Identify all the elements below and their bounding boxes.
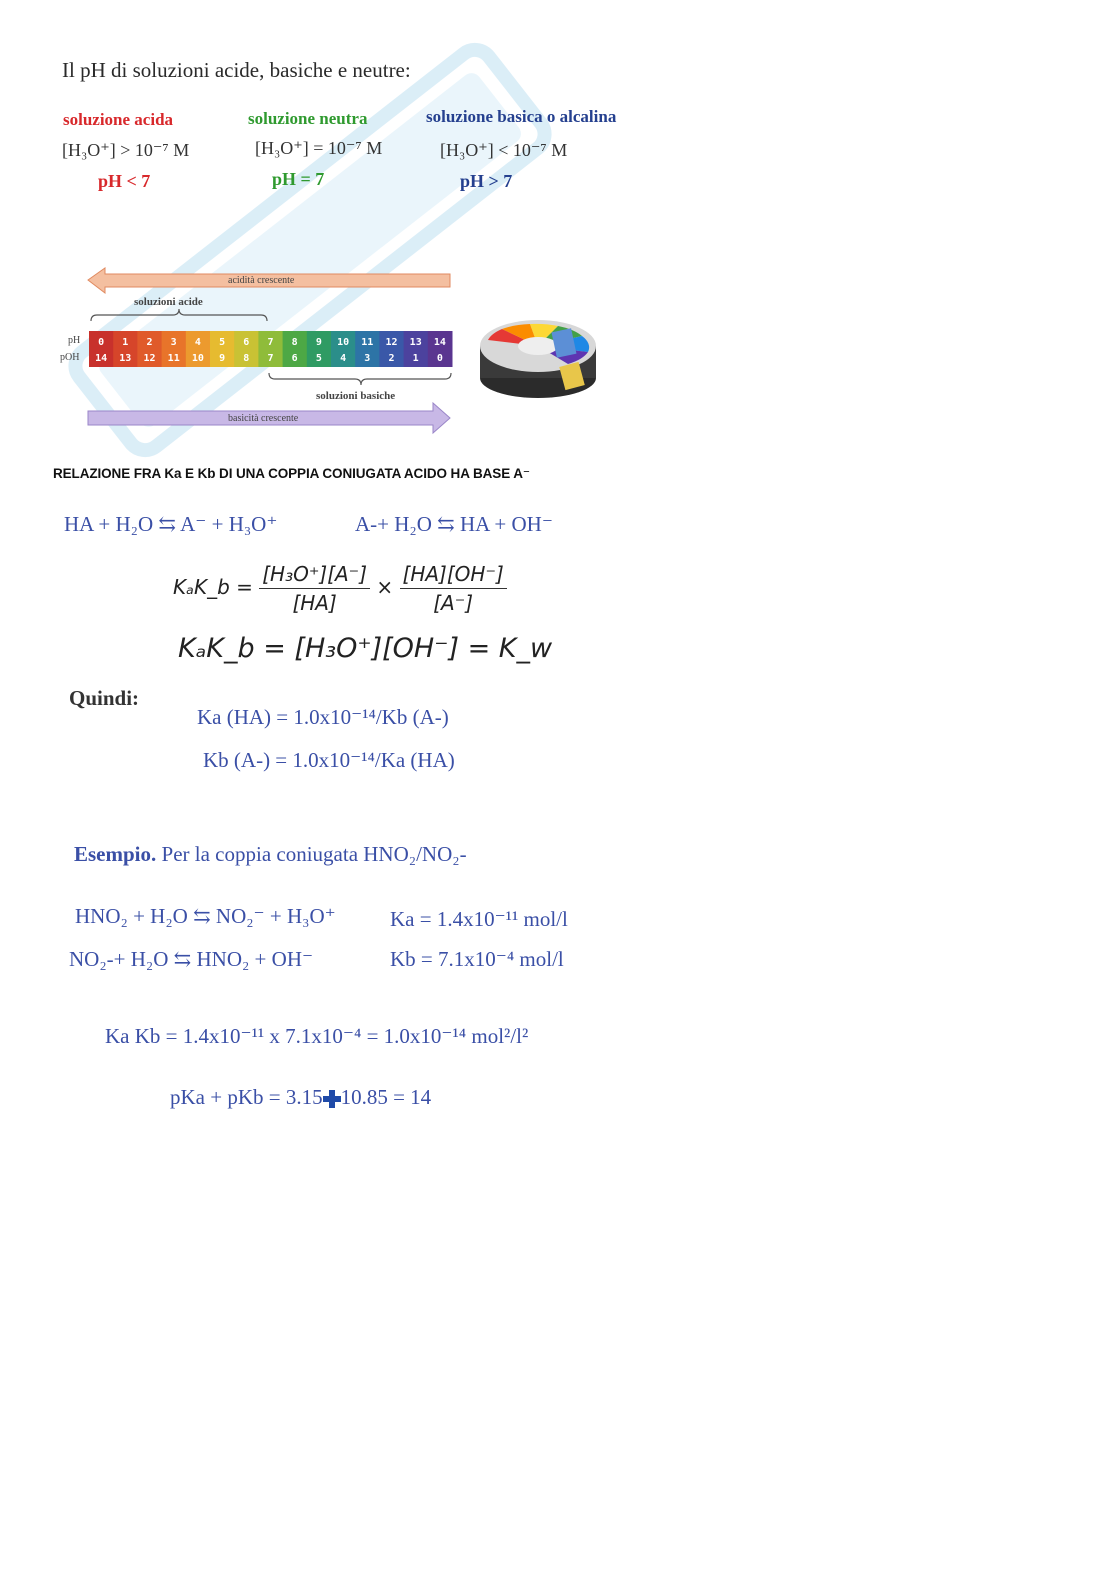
quindi-label: Quindi: (69, 686, 140, 710)
ph-paper-dispenser-image (468, 296, 618, 406)
poh-tick-label: 6 (291, 353, 298, 364)
ph-tick-label: 8 (291, 337, 298, 348)
plus-cross-icon (323, 1089, 341, 1109)
poh-tick-label: 3 (364, 353, 371, 364)
ph-tick-label: 9 (315, 337, 322, 348)
fraction-1 (259, 562, 370, 615)
basic-solution-title: soluzione basica o alcalina (426, 107, 617, 126)
ph-tick-label: 14 (433, 337, 446, 348)
kb-value: Kb = 7.1x10⁻⁴ mol/l (390, 947, 564, 971)
fraction-1-denominator: [HA] (292, 591, 337, 615)
basic-concentration: [H₃O⁺] < 10⁻⁷ M (440, 140, 568, 160)
poh-tick-label: 11 (167, 353, 180, 364)
ph-tick-label: 3 (170, 337, 177, 348)
acid-brace-label: soluzioni acide (134, 296, 203, 308)
acid-brace (91, 309, 267, 321)
ka-result: Ka (HA) = 1.0x10⁻¹⁴/Kb (A-) (197, 705, 449, 729)
fraction-1-numerator: [H₃O⁺][A⁻] (259, 562, 370, 589)
poh-tick-label: 12 (143, 353, 156, 364)
neutral-solution-title: soluzione neutra (248, 109, 368, 128)
basicity-arrow-label: basicità crescente (228, 413, 299, 424)
ph-tick-label: 6 (243, 337, 250, 348)
no2-equation: NO₂-+ H₂O ⇆ HNO₂ + OH⁻ (69, 947, 314, 971)
fraction-2 (400, 562, 507, 615)
acid-dissociation-equation: HA + H₂O ⇆ A⁻ + H₃O⁺ (64, 512, 278, 536)
ph-tick-label: 7 (267, 337, 274, 348)
hno2-equation: HNO₂ + H₂O ⇆ NO₂⁻ + H₃O⁺ (75, 904, 336, 928)
ph-tick-label: 12 (385, 337, 398, 348)
kb-result: Kb (A-) = 1.0x10⁻¹⁴/Ka (HA) (203, 748, 455, 772)
base-brace (269, 373, 451, 385)
ph-tick-label: 10 (337, 337, 350, 348)
page-heading: Il pH di soluzioni acide, basiche e neutre: (62, 58, 411, 82)
ka-kb-fraction-formula (173, 562, 507, 615)
poh-tick-label: 14 (95, 353, 108, 364)
section-title: RELAZIONE FRA Ka E Kb DI UNA COPPIA CONIUGATA ACIDO HA BASE A⁻ (53, 466, 530, 481)
poh-tick-label: 2 (388, 353, 395, 364)
poh-tick-label: 10 (191, 353, 204, 364)
ph-color-bar (89, 331, 453, 367)
poh-tick-label: 13 (119, 353, 132, 364)
formula1-lhs: KₐK_b = (173, 575, 253, 599)
pka-pkb-sum-part-a: pKa + pKb = 3.15 (170, 1085, 323, 1109)
pka-pkb-sum-part-b: 10.85 = 14 (340, 1085, 432, 1109)
poh-tick-label: 8 (243, 353, 250, 364)
ph-row-label: pH (68, 335, 81, 346)
base-brace-label: soluzioni basiche (316, 390, 396, 402)
acid-solution-title: soluzione acida (63, 110, 174, 129)
example-label: Esempio. (74, 842, 157, 866)
base-hydrolysis-equation: A-+ H₂O ⇆ HA + OH⁻ (355, 512, 553, 536)
acidity-arrow-label: acidità crescente (228, 275, 295, 286)
ka-value: Ka = 1.4x10⁻¹¹ mol/l (390, 907, 568, 931)
fraction-2-denominator: [A⁻] (433, 591, 474, 615)
neutral-ph: pH = 7 (272, 169, 325, 189)
example-intro (74, 842, 467, 867)
pka-pkb-sum (170, 1085, 431, 1110)
poh-tick-label: 9 (219, 353, 226, 364)
poh-tick-label: 5 (315, 353, 322, 364)
ph-tick-label: 2 (146, 337, 153, 348)
basic-ph: pH > 7 (460, 171, 513, 191)
example-text: Per la coppia coniugata HNO₂/NO₂- (161, 842, 467, 866)
poh-row-label: pOH (60, 352, 80, 363)
poh-tick-label: 7 (267, 353, 274, 364)
ph-tick-label: 13 (409, 337, 422, 348)
ph-tick-label: 11 (361, 337, 374, 348)
poh-tick-label: 4 (340, 353, 347, 364)
times-sign: × (376, 575, 394, 599)
ka-kb-kw-formula: KₐK_b = [H₃O⁺][OH⁻] = K_w (178, 633, 553, 664)
acid-ph: pH < 7 (98, 171, 151, 191)
neutral-concentration: [H₃O⁺] = 10⁻⁷ M (255, 138, 383, 158)
fraction-2-numerator: [HA][OH⁻] (400, 562, 507, 589)
ph-scale-diagram (55, 265, 465, 437)
ka-kb-product: Ka Kb = 1.4x10⁻¹¹ x 7.1x10⁻⁴ = 1.0x10⁻¹⁴ mol²/l² (105, 1024, 529, 1048)
ph-tick-label: 4 (194, 337, 201, 348)
acid-concentration: [H₃O⁺] > 10⁻⁷ M (62, 140, 190, 160)
ph-tick-label: 0 (98, 337, 105, 348)
poh-tick-label: 0 (436, 353, 443, 364)
ph-tick-label: 5 (219, 337, 226, 348)
ph-tick-label: 1 (122, 337, 129, 348)
poh-tick-label: 1 (412, 353, 419, 364)
